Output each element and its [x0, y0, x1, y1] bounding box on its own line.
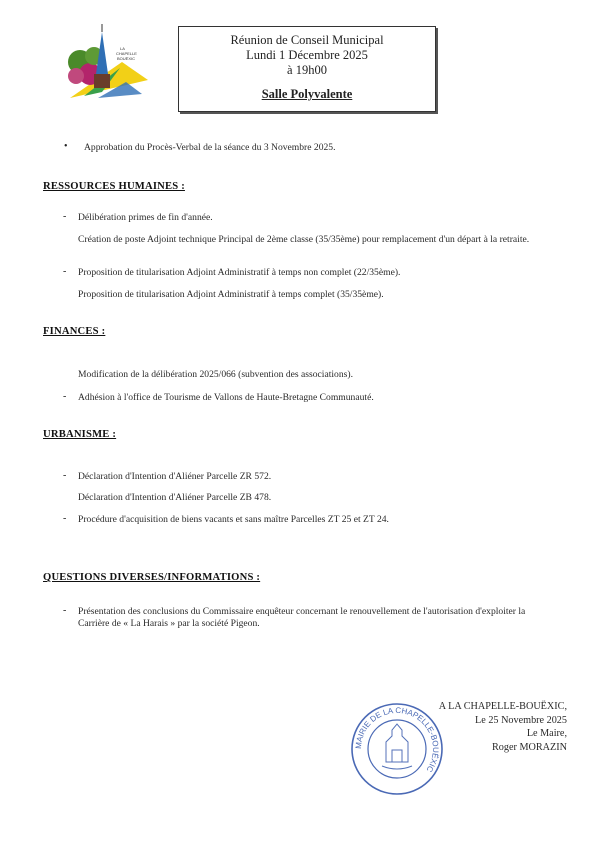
bullet-marker: • [64, 141, 68, 152]
agenda-item: Présentation des conclusions du Commissaire enquêteur concernant le renouvellement de l'autorisation d'exploiter la Carrière de « La Harais » par la société Pigeon. [78, 606, 526, 629]
logo-church-base [94, 74, 110, 88]
stamp-outer-ring [352, 704, 442, 794]
signature-place: A LA CHAPELLE-BOUËXIC, [438, 701, 567, 712]
logo-text-1: LA [120, 46, 125, 51]
agenda-item: Déclaration d'Intention d'Aliéner Parcelle ZR 572. [78, 471, 272, 482]
dash-marker: - [63, 513, 67, 524]
dash-marker: - [63, 266, 67, 277]
agenda-item: Création de poste Adjoint technique Principal de 2ème classe (35/35ème) pour remplacement d'un départ à la retraite. [78, 234, 530, 245]
signature-role: Le Maire, [526, 728, 567, 739]
dash-marker: - [63, 470, 67, 481]
meeting-header-box [178, 26, 436, 112]
signature-date: Le 25 Novembre 2025 [475, 714, 567, 726]
agenda-item: Proposition de titularisation Adjoint Administratif à temps non complet (22/35ème). [78, 267, 401, 278]
meeting-date: Lundi 1 Décembre 2025 [246, 48, 368, 62]
meeting-time: à 19h00 [287, 63, 327, 77]
meeting-title: Réunion de Conseil Municipal [230, 33, 384, 47]
agenda-item: Délibération primes de fin d'année. [78, 212, 213, 223]
section-heading-urbanisme: URBANISME : [43, 429, 117, 440]
agenda-item: Proposition de titularisation Adjoint Administratif à temps complet (35/35ème). [78, 289, 384, 300]
signature-block [439, 700, 567, 754]
signature-name: Roger MORAZIN [492, 741, 567, 753]
logo-flower-2 [68, 68, 84, 84]
dash-marker: - [63, 391, 67, 402]
mairie-stamp [348, 700, 446, 798]
logo-text-3: BOUËXIC [117, 56, 136, 61]
agenda-item: Procédure d'acquisition de biens vacants et sans maître Parcelles ZT 25 et ZT 24. [78, 514, 389, 525]
town-logo [62, 22, 154, 104]
stamp-text: MAIRIE DE LA CHAPELLE-BOUËXIC [353, 705, 441, 774]
meeting-venue: Salle Polyvalente [261, 87, 353, 101]
section-heading-rh: RESSOURCES HUMAINES : [43, 181, 185, 192]
logo-text-2: CHAPELLE [116, 51, 137, 56]
stamp-emblem [382, 724, 412, 769]
agenda-item: Adhésion à l'office de Tourisme de Vallons de Haute-Bretagne Communauté. [78, 392, 374, 403]
intro-item: Approbation du Procès-Verbal de la séance du 3 Novembre 2025. [84, 142, 336, 153]
section-heading-questions: QUESTIONS DIVERSES/INFORMATIONS : [43, 572, 261, 583]
agenda-item: Déclaration d'Intention d'Aliéner Parcelle ZB 478. [78, 492, 272, 503]
agenda-item: Modification de la délibération 2025/066 (subvention des associations). [78, 369, 353, 380]
dash-marker: - [63, 211, 67, 222]
dash-marker: - [63, 605, 67, 616]
section-heading-finances: FINANCES : [43, 326, 106, 337]
